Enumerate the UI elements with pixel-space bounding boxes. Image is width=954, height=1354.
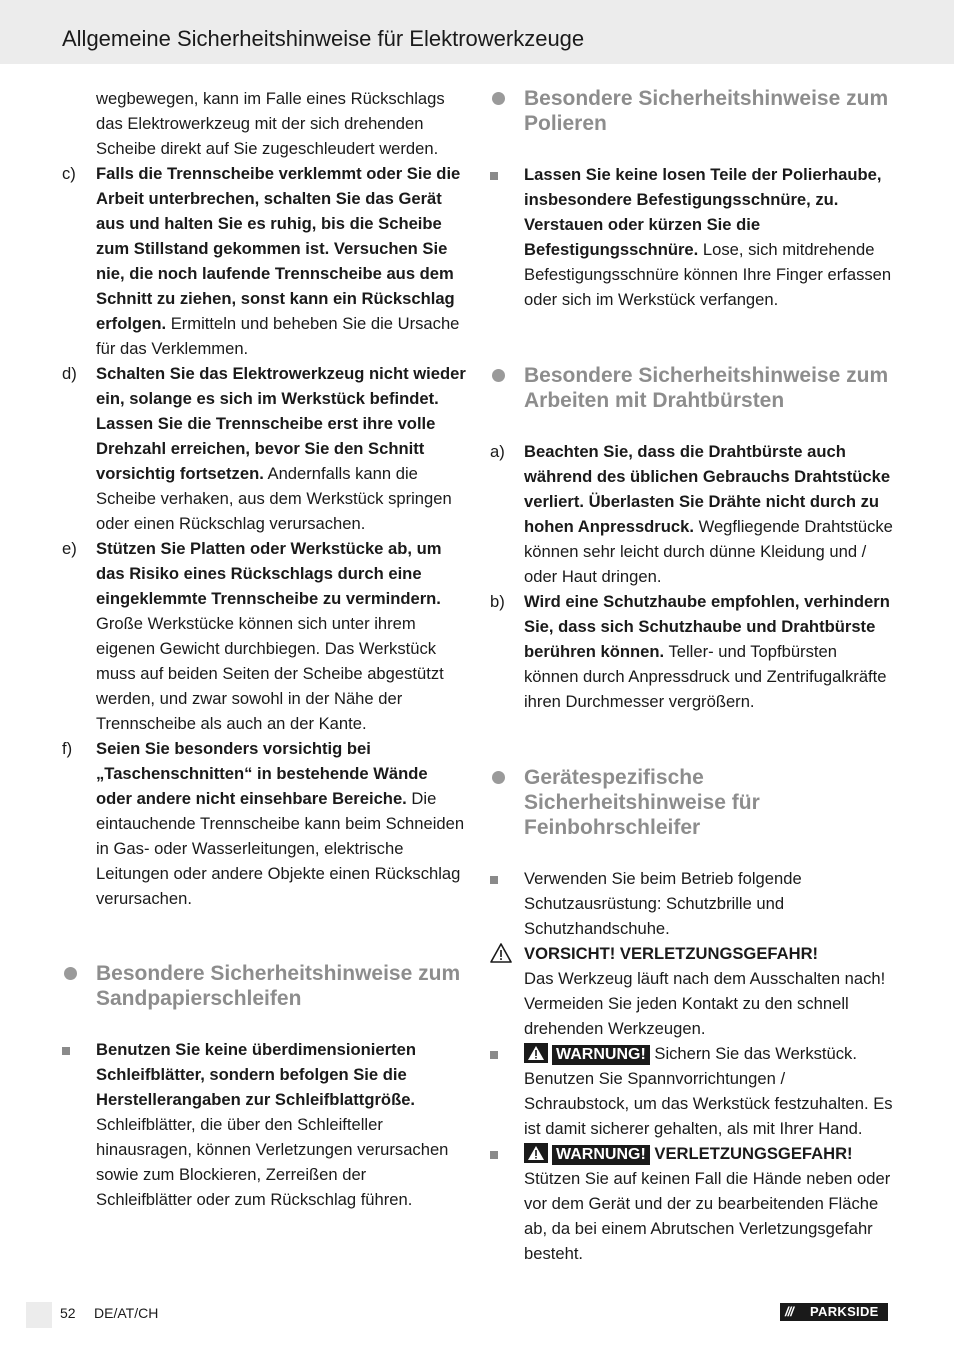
list-marker: e)	[62, 539, 77, 558]
item-bold-text: Benutzen Sie keine überdimensionierten Schleifblätter, sondern befolgen Sie die Herstellerangaben zur Schleifblattgröße.	[96, 1040, 416, 1109]
item-text: Sichern Sie das Werkstück. Benutzen Sie Spannvorrichtungen / Schraubstock, um das Werkstück festzuhalten. Es ist damit sicherer gehalten, als mit Ihrer Hand.	[524, 1044, 893, 1138]
list-item-b	[490, 589, 894, 714]
item-bold-text: Beachten Sie, dass die Drahtbürste auch während des üblichen Gebrauchs Drahtstücke verliert. Überlasten Sie Drähte nicht durch zu hohen Anpressdruck.	[524, 442, 891, 536]
region-code: DE/AT/CH	[94, 1305, 159, 1321]
list-marker: b)	[490, 592, 505, 611]
caution-item	[490, 941, 894, 1041]
item-bold-text: Falls die Trennscheibe verklemmt oder Sie die Arbeit unterbrechen, schalten Sie das Gerät aus und halten Sie es ruhig, bis die Scheibe zum Stillstand gekommen ist. Versuchen Sie nie, die noch laufende Trennscheibe aus dem Schnitt zu ziehen, sonst kann ein Rückschlag erfolgen.	[96, 164, 461, 333]
item-bold-text: Seien Sie besonders vorsichtig bei „Taschenschnitten“ in bestehende Wände oder andere nicht einsehbare Bereiche.	[96, 739, 428, 808]
bullet-dot-icon	[64, 967, 77, 980]
page-title: Allgemeine Sicherheitshinweise für Elektrowerkzeuge	[62, 26, 585, 51]
warning-title: VERLETZUNGSGEFAHR!	[649, 1144, 853, 1163]
page-header	[0, 0, 954, 64]
item-text: Die eintauchende Trennscheibe kann beim Schneiden in Gas- oder Wasserleitungen, elektrische Leitungen oder andere Objekte einen Rückschlag verursachen.	[96, 789, 465, 908]
item-text: Stützen Sie auf keinen Fall die Hände neben oder vor dem Gerät und der zu bearbeitenden Fläche ab, da bei einem Abrutschen Verletzungsgefahr besteht.	[524, 1169, 891, 1263]
warning-badge: WARNUNG!	[552, 1045, 650, 1065]
logo-text: PARKSIDE	[810, 1304, 879, 1319]
parkside-logo	[780, 1303, 888, 1321]
section-heading-polishing: Besondere Sicherheitshinweise zum Polieren	[490, 86, 894, 136]
caution-title: VORSICHT! VERLETZUNGSGEFAHR!	[524, 944, 819, 963]
list-marker: d)	[62, 364, 77, 383]
bullet-dot-icon	[492, 369, 505, 382]
list-marker: a)	[490, 442, 505, 461]
item-text: Verwenden Sie beim Betrieb folgende Schutzausrüstung: Schutzbrille und Schutzhandschuhe.	[524, 869, 802, 938]
item-text: Lose, sich mitdrehende Befestigungsschnüre können Ihre Finger erfassen oder sich im Werkstück verfangen.	[524, 240, 892, 309]
warning-item-2	[490, 1141, 894, 1266]
item-bold-text: Lassen Sie keine losen Teile der Polierhaube, insbesondere Befestigungsschnüre, zu. Verstauen oder kürzen Sie die Befestigungsschnüre.	[524, 165, 882, 259]
logo-stripes: ///	[785, 1304, 793, 1319]
right-column	[490, 86, 894, 1266]
item-text: Ermitteln und beheben Sie die Ursache für das Verklemmen.	[96, 314, 460, 358]
warning-badge: WARNUNG!	[552, 1145, 650, 1165]
warning-item-1	[490, 1041, 894, 1141]
footer-page-box	[26, 1302, 52, 1328]
list-item-sandpaper	[62, 1037, 466, 1212]
square-bullet-icon	[490, 1151, 498, 1159]
caution-text: Das Werkzeug läuft nach dem Ausschalten nach! Vermeiden Sie jeden Kontakt zu den schnell drehenden Werkzeugen.	[524, 969, 886, 1038]
item-text: Andernfalls kann die Scheibe verhaken, aus dem Werkstück springen oder einen Rückschlag verursachen.	[96, 464, 452, 533]
list-item-c	[62, 161, 466, 361]
item-text: Wegfliegende Drahtstücke können sehr leicht durch dünne Kleidung und / oder Haut dringen.	[524, 517, 893, 586]
item-bold-text: Schalten Sie das Elektrowerkzeug nicht wieder ein, solange es sich im Werkstück befindet. Lassen Sie die Trennscheibe erst ihre volle Drehzahl erreichen, bevor Sie den Schnitt vorsichtig fortsetzen.	[96, 364, 466, 483]
bullet-dot-icon	[492, 92, 505, 105]
warning-triangle-icon	[524, 1143, 548, 1163]
list-item-protective-gear	[490, 866, 894, 941]
list-item-e	[62, 536, 466, 736]
intro-paragraph: wegbewegen, kann im Falle eines Rückschlags das Elektrowerkzeug mit der sich drehenden Scheibe direkt auf Sie zugeschleudert werden.	[96, 89, 445, 158]
list-marker: f)	[62, 739, 73, 758]
list-marker: c)	[62, 164, 76, 183]
item-bold-text: Stützen Sie Platten oder Werkstücke ab, um das Risiko eines Rückschlags durch eine eingeklemmte Trennscheibe zu vermindern.	[96, 539, 442, 608]
list-item-d	[62, 361, 466, 536]
square-bullet-icon	[62, 1047, 70, 1055]
page-number: 52	[60, 1305, 76, 1321]
list-item-a	[490, 439, 894, 589]
square-bullet-icon	[490, 876, 498, 884]
item-text: Teller- und Topfbürsten können durch Anpressdruck und Zentrifugalkräfte ihren Durchmesser vergrößern.	[524, 642, 887, 711]
section-heading-sandpaper: Besondere Sicherheitshinweise zum Sandpapierschleifen	[62, 961, 466, 1011]
list-item-polishing	[490, 162, 894, 312]
left-column	[62, 86, 466, 1212]
section-heading-wire-brushes: Besondere Sicherheitshinweise zum Arbeiten mit Drahtbürsten	[490, 363, 894, 413]
square-bullet-icon	[490, 172, 498, 180]
item-text: Große Werkstücke können sich unter ihrem eigenen Gewicht durchbiegen. Das Werkstück muss auf beiden Seiten der Scheibe abgestützt werden, und zwar sowohl in der Nähe der Trennscheibe als auch an der Kante.	[96, 614, 444, 733]
warning-triangle-icon	[524, 1043, 548, 1063]
list-item-f	[62, 736, 466, 911]
item-bold-text: Wird eine Schutzhaube empfohlen, verhindern Sie, dass sich Schutzhaube und Drahtbürste berühren können.	[524, 592, 890, 661]
bullet-dot-icon	[492, 771, 505, 784]
square-bullet-icon	[490, 1051, 498, 1059]
item-text: Schleifblätter, die über den Schleifteller hinausragen, können Verletzungen verursachen sowie zum Blockieren, Zerreißen der Schleifblätter oder zum Rückschlag führen.	[96, 1115, 449, 1209]
section-heading-device-specific: Gerätespezifische Sicherheitshinweise für Feinbohrschleifer	[490, 765, 894, 840]
